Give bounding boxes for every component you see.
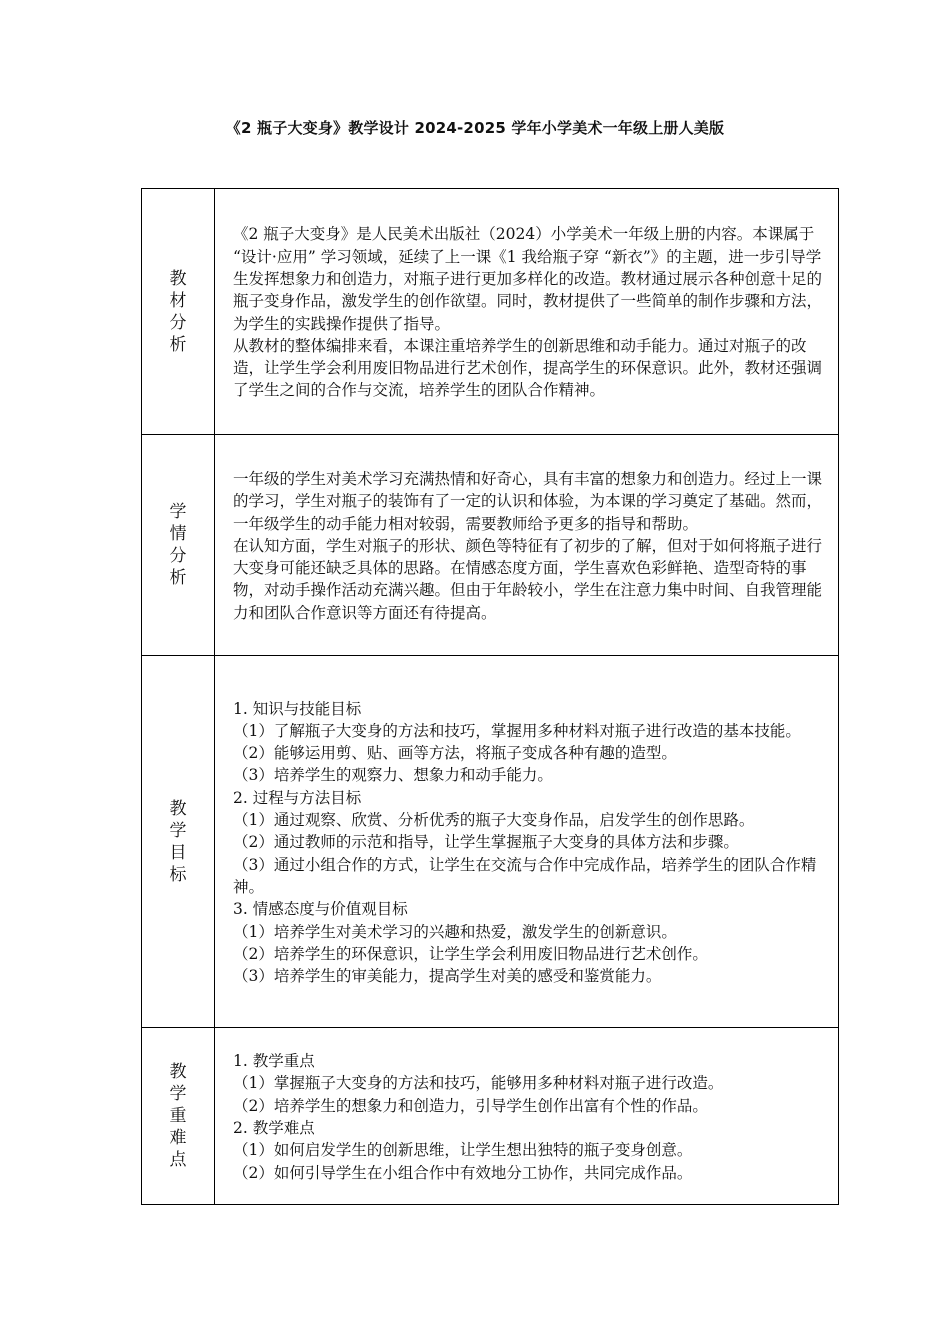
label-char: 分 bbox=[169, 312, 187, 333]
row-label-textbook-analysis bbox=[142, 189, 215, 435]
paragraph: 1. 知识与技能目标 bbox=[233, 699, 362, 718]
label-char: 目 bbox=[169, 842, 187, 863]
paragraph: 1. 教学重点 bbox=[233, 1052, 315, 1071]
row-label-student-analysis bbox=[142, 435, 215, 656]
table-row-key-difficult-points bbox=[142, 1028, 839, 1205]
label-char: 教 bbox=[169, 1062, 187, 1082]
lesson-plan-table bbox=[141, 188, 839, 1205]
paragraph: （1）如何启发学生的创新思维，让学生想出独特的瓶子变身创意。 bbox=[233, 1141, 693, 1160]
row-content-textbook-analysis bbox=[215, 189, 839, 435]
label-char: 析 bbox=[169, 334, 187, 355]
table-row-teaching-objectives bbox=[142, 656, 839, 1028]
table-row-student-analysis bbox=[142, 435, 839, 656]
paragraph: （2）如何引导学生在小组合作中有效地分工协作，共同完成作品。 bbox=[233, 1163, 693, 1182]
row-content-teaching-objectives bbox=[215, 656, 839, 1028]
label-char: 析 bbox=[169, 568, 187, 588]
label-char: 学 bbox=[169, 820, 187, 841]
paragraph: （2）通过教师的示范和指导，让学生掌握瓶子大变身的具体方法和步骤。 bbox=[233, 833, 739, 852]
row-label-teaching-objectives bbox=[142, 656, 215, 1028]
paragraph: 2. 教学难点 bbox=[233, 1119, 315, 1137]
label-char: 标 bbox=[169, 864, 187, 885]
paragraph: 《2 瓶子大变身》是人民美术出版社（2024）小学美术一年级上册的内容。本课属于 “设计·应用” 学习领域，延续了上一课《1 我给瓶子穿 “新衣”》的主题，进一步引导学生发挥想象力和创造力，对瓶子进行更加多样化的改造。教材通过展示各种创意十足的瓶子变身作品，激发学生的创作欲望。同时，教材提供了一些简单的制作步骤和方法，为学生的实践操作提供了指导。 bbox=[233, 225, 823, 333]
paragraph: （3）培养学生的审美能力，提高学生对美的感受和鉴赏能力。 bbox=[233, 967, 662, 986]
row-label-key-difficult-points bbox=[142, 1028, 215, 1205]
paragraph: （3）通过小组合作的方式，让学生在交流与合作中完成作品，培养学生的团队合作精神。 bbox=[233, 855, 817, 896]
label-char: 情 bbox=[169, 524, 187, 544]
label-char: 学 bbox=[169, 502, 187, 522]
paragraph: 3. 情感态度与价值观目标 bbox=[233, 900, 408, 919]
row-content-student-analysis bbox=[215, 435, 839, 656]
paragraph: （2）能够运用剪、贴、画等方法，将瓶子变成各种有趣的造型。 bbox=[233, 744, 677, 763]
table-row-textbook-analysis bbox=[142, 189, 839, 435]
label-char: 分 bbox=[169, 546, 187, 566]
label-char: 难 bbox=[169, 1128, 187, 1148]
label-char: 教 bbox=[169, 798, 187, 819]
paragraph: 一年级的学生对美术学习充满热情和好奇心，具有丰富的想象力和创造力。经过上一课的学习，学生对瓶子的装饰有了一定的认识和体验，为本课的学习奠定了基础。然而，一年级学生的动手能力相对较弱，需要教师给予更多的指导和帮助。 bbox=[233, 469, 823, 533]
label-char: 教 bbox=[169, 268, 187, 289]
paragraph: （2）培养学生的环保意识，让学生学会利用废旧物品进行艺术创作。 bbox=[233, 944, 708, 963]
label-char: 学 bbox=[169, 1084, 187, 1104]
label-char: 重 bbox=[169, 1106, 187, 1126]
label-char: 点 bbox=[169, 1150, 187, 1170]
paragraph: （2）培养学生的想象力和创造力，引导学生创作出富有个性的作品。 bbox=[233, 1096, 708, 1115]
paragraph: 在认知方面，学生对瓶子的形状、颜色等特征有了初步的了解，但对于如何将瓶子进行大变身可能还缺乏具体的思路。在情感态度方面，学生喜欢色彩鲜艳、造型奇特的事物，对动手操作活动充满兴趣。但由于年龄较小，学生在注意力集中时间、自我管理能力和团队合作意识等方面还有待提高。 bbox=[233, 536, 823, 622]
document-title: 《2 瓶子大变身》教学设计 2024-2025 学年小学美术一年级上册人美版 bbox=[225, 119, 725, 137]
row-content-key-difficult-points bbox=[215, 1028, 839, 1205]
paragraph: （1）培养学生对美术学习的兴趣和热爱，激发学生的创新意识。 bbox=[233, 922, 677, 941]
paragraph: （3）培养学生的观察力、想象力和动手能力。 bbox=[233, 766, 553, 785]
label-char: 材 bbox=[169, 290, 187, 311]
paragraph: （1）了解瓶子大变身的方法和技巧，掌握用多种材料对瓶子进行改造的基本技能。 bbox=[233, 721, 801, 740]
paragraph: 从教材的整体编排来看，本课注重培养学生的创新思维和动手能力。通过对瓶子的改造，让学生学会利用废旧物品进行艺术创作，提高学生的环保意识。此外，教材还强调了学生之间的合作与交流，培养学生的团队合作精神。 bbox=[233, 336, 823, 400]
paragraph: （1）通过观察、欣赏、分析优秀的瓶子大变身作品，启发学生的创作思路。 bbox=[233, 811, 755, 830]
paragraph: （1）掌握瓶子大变身的方法和技巧，能够用多种材料对瓶子进行改造。 bbox=[233, 1074, 724, 1093]
paragraph: 2. 过程与方法目标 bbox=[233, 788, 362, 807]
